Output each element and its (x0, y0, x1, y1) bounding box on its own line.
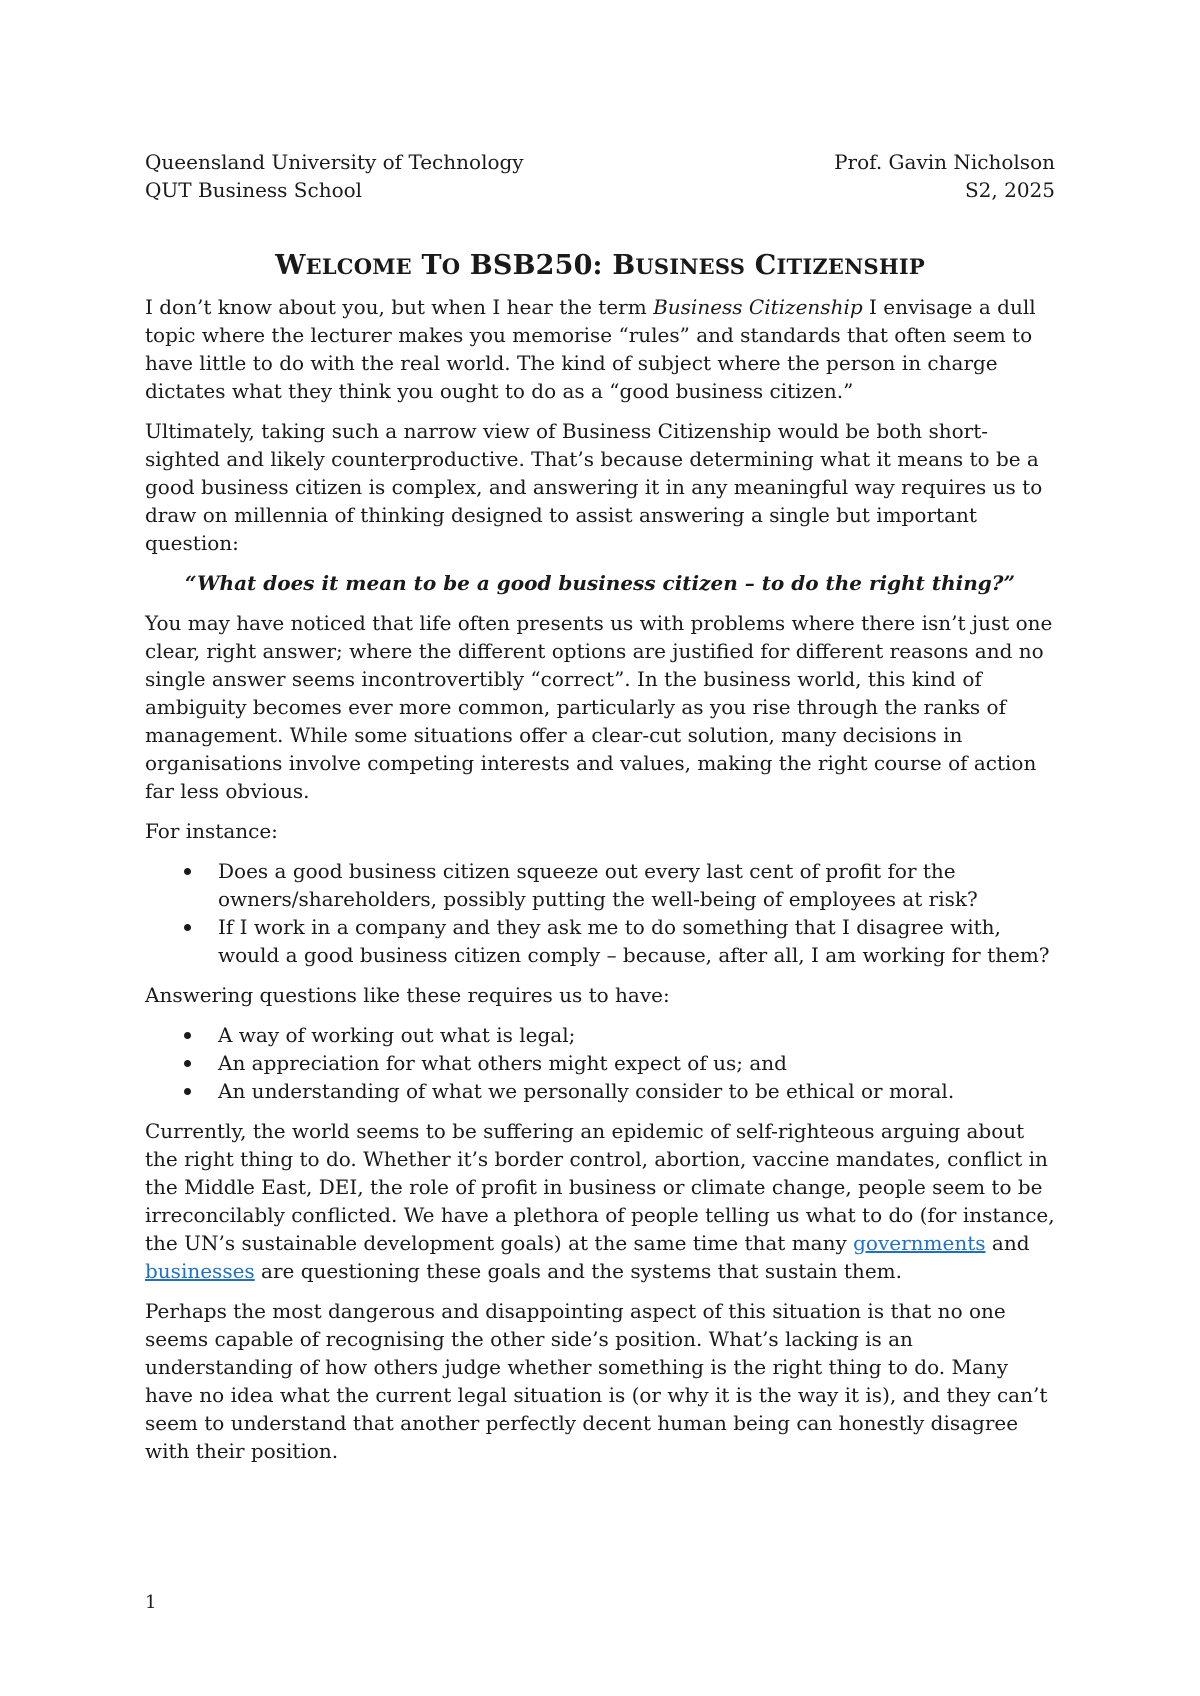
institution-name: Queensland University of Technology (145, 150, 524, 174)
paragraph-2: Ultimately, taking such a narrow view of Business Citizenship would be both short-sighted and likely counterproductive. That’s because determining what it means to be a good business citizen is complex, and answering it in any meaningful way requires us to draw on millennia of thinking designed to assist answering a single but important question: (145, 419, 1043, 555)
title-word-itizenship: ITIZENSHIP (776, 254, 925, 279)
author-name: Prof. Gavin Nicholson (834, 150, 1055, 174)
for-instance-label: For instance: (145, 819, 278, 843)
paragraph-4-part-1: Currently, the world seems to be suffering an epidemic of self-righteous arguing about the right thing to do. Whether it’s border control, abortion, vaccine mandates, conflict in the Middle East, DEI, the role of profit in business or climate change, people seem to be irreconcilably conflicted. We have a plethora of people telling us what to do (for instance, the UN’s sustainable development goals) at the same time that many (145, 1119, 1055, 1255)
paragraph-4-part-2: and (985, 1231, 1030, 1255)
title-word-o: O (441, 254, 461, 279)
title-word-elcome: ELCOME (305, 254, 412, 279)
title-letter-w: W (275, 250, 306, 281)
paragraph-3: You may have noticed that life often presents us with problems where there isn’t just one clear, right answer; where the different options are justified for different reasons and no single answer seems incontrovertibly “correct”. In the business world, this kind of ambiguity becomes ever more common, particularly as you rise through the ranks of management. While some situations offer a clear-cut solution, many decisions in organisations involve competing interests and values, making the right course of action far less obvious. (145, 611, 1053, 803)
title-letter-c: C (754, 250, 777, 281)
intro-part-2: I envisage a dull topic where the lecturer makes you memorise “rules” and standards that often seem to have little to do with the real world. The kind of subject where the person in charge dictates what they think you ought to do as a “good business citizen.” (145, 295, 1036, 403)
header-row-1 (145, 148, 1055, 176)
list-item: An appreciation for what others might expect of us; and (145, 1049, 1055, 1077)
intro-part-1: I don’t know about you, but when I hear the term (145, 295, 654, 319)
page-number: 1 (145, 1592, 157, 1613)
list-item: An understanding of what we personally consider to be ethical or moral. (145, 1077, 1055, 1105)
businesses-link[interactable]: businesses (145, 1259, 255, 1283)
list-item: A way of working out what is legal; (145, 1021, 1055, 1049)
requirement-bullet-list (145, 1021, 1055, 1105)
header-row-2 (145, 176, 1055, 204)
page-title (145, 250, 1055, 281)
list-item: If I work in a company and they ask me to do something that I disagree with, would a good business citizen comply – because, after all, I am working for them? (145, 913, 1055, 969)
list-item: Does a good business citizen squeeze out every last cent of profit for the owners/shareholders, possibly putting the well-being of employees at risk? (145, 857, 1055, 913)
document-page (145, 0, 1055, 1696)
document-header (145, 148, 1055, 204)
intro-paragraph (145, 293, 1055, 405)
answering-paragraph: Answering questions like these requires us to have: (145, 983, 670, 1007)
governments-link[interactable]: governments (853, 1231, 986, 1255)
title-word-usiness: USINESS (635, 254, 746, 279)
title-letter-b: B (612, 250, 636, 281)
school-name: QUT Business School (145, 178, 363, 202)
paragraph-5: Perhaps the most dangerous and disappointing aspect of this situation is that no one seems capable of recognising the other side’s position. What’s lacking is an understanding of how others judge whether something is the right thing to do. Many have no idea what the current legal situation is (or why it is the way it is), and they can’t seem to understand that another perfectly decent human being can honestly disagree with their position. (145, 1299, 1048, 1463)
title-course-code: BSB250: (469, 250, 603, 281)
intro-emphasis: Business Citizenship (653, 295, 863, 319)
title-letter-t: T (421, 250, 442, 281)
instance-bullet-list (145, 857, 1055, 969)
term-label: S2, 2025 (964, 178, 1055, 202)
key-question-quote: “What does it mean to be a good business citizen – to do the right thing?” (185, 571, 1015, 595)
paragraph-4-part-3: are questioning these goals and the systems that sustain them. (254, 1259, 902, 1283)
document-body (145, 293, 1055, 1477)
paragraph-4 (145, 1117, 1055, 1285)
